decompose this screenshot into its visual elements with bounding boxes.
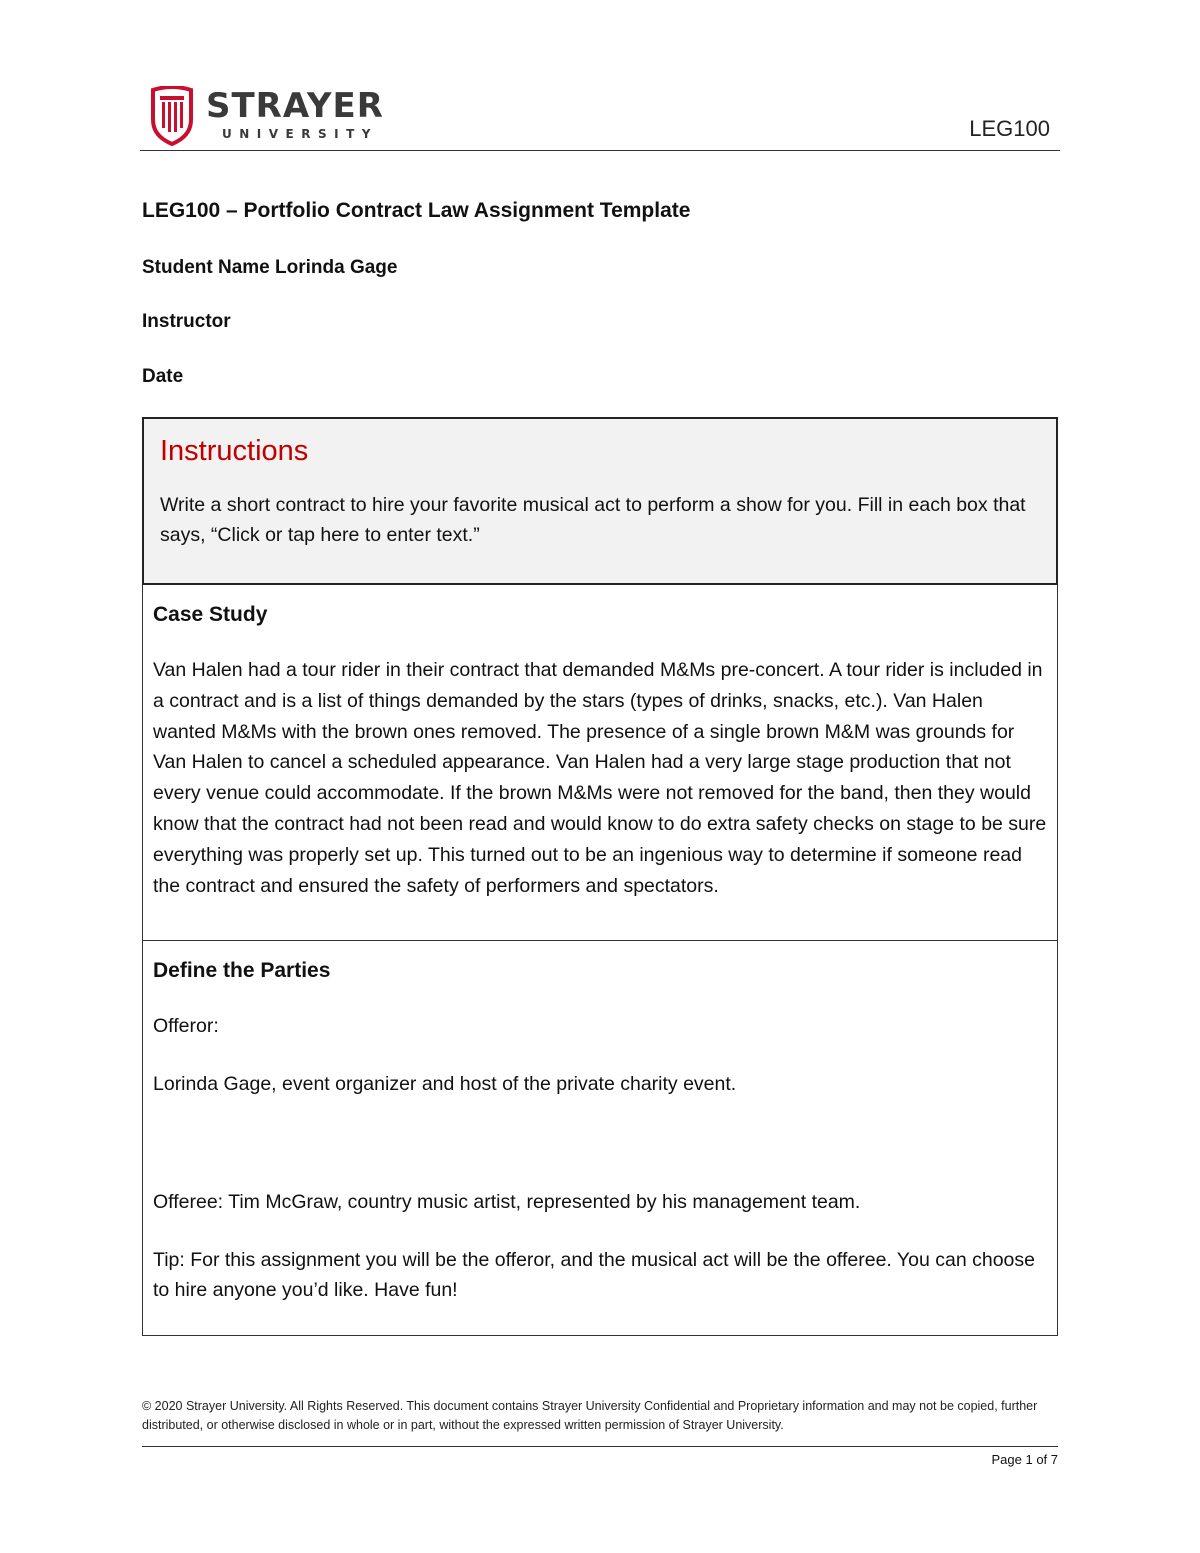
instructions-text: Write a short contract to hire your favorite musical act to perform a show for you. Fill in each box that says, “Click or tap here to enter text.” <box>160 494 1026 546</box>
instructions-box <box>142 417 1058 585</box>
case-study-text: Van Halen had a tour rider in their contract that demanded M&Ms pre-concert. A tour rider is included in a contract and is a list of things demanded by the stars (types of drinks, snacks, etc.). Van Halen wanted M&Ms with the brown ones removed. The presence of a single brown M&M was grounds for Van Halen to cancel a scheduled appearance. Van Halen had a very large stage production that not every venue could accommodate. If the brown M&Ms were not removed for the band, then they would know that the contract had not been read and would know to do extra safety checks on stage to be sure everything was properly set up. This turned out to be an ingenious way to determine if someone read the contract and ensured the safety of performers and spectators. <box>153 659 1047 897</box>
strayer-logo <box>150 86 384 146</box>
page-header <box>140 82 1060 152</box>
footer-divider <box>142 1446 1058 1447</box>
course-code: LEG100 <box>969 116 1050 141</box>
define-parties-box <box>142 941 1058 1336</box>
instructions-heading: Instructions <box>160 435 309 467</box>
offeree-value[interactable]: Offeree: Tim McGraw, country music artist, represented by his management team. <box>153 1191 861 1213</box>
document-title: LEG100 – Portfolio Contract Law Assignment Template <box>142 199 691 222</box>
page-number: Page 1 of 7 <box>991 1452 1058 1467</box>
instructor-label: Instructor <box>142 311 231 332</box>
header-divider <box>140 150 1060 151</box>
case-study-heading: Case Study <box>153 603 268 626</box>
copyright-notice: © 2020 Strayer University. All Rights Reserved. This document contains Strayer University Confidential and Proprietary information and may not be copied, further distributed, or otherwise disclosed in whole or in part, without the expressed written permission of Strayer University. <box>142 1399 1038 1432</box>
date-label: Date <box>142 366 184 387</box>
offeror-value[interactable]: Lorinda Gage, event organizer and host of the private charity event. <box>153 1073 737 1095</box>
student-name: Student Name Lorinda Gage <box>142 257 398 278</box>
define-parties-heading: Define the Parties <box>153 959 331 982</box>
strayer-shield-icon <box>150 86 194 146</box>
tip-text: Tip: For this assignment you will be the offeror, and the musical act will be the offeree. You can choose to hire anyone you’d like. Have fun! <box>153 1249 1035 1301</box>
logo-name: STRAYER <box>206 86 384 126</box>
case-study-box <box>142 585 1058 941</box>
offeror-label: Offeror: <box>153 1015 219 1037</box>
logo-subtitle: UNIVERSITY <box>222 127 378 141</box>
